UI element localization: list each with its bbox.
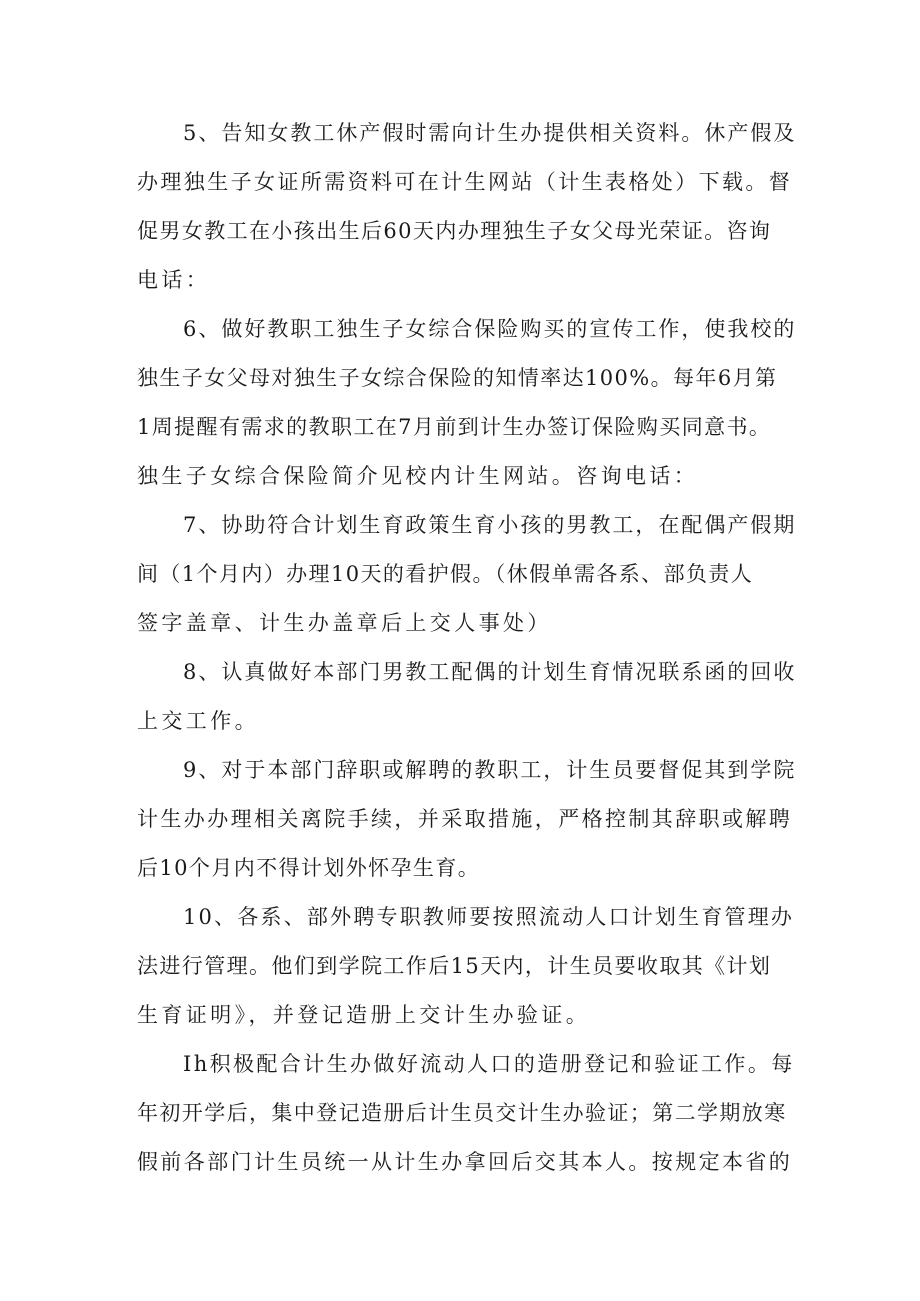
text-line: 9、对于本部门辞职或解聘的教职工，计生员要督促其到学院 — [183, 758, 797, 782]
text-line: 间（1个月内）办理10天的看护假。（休假单需各系、部负责人 — [137, 562, 754, 586]
text-line: 促男女教工在小孩出生后60天内办理独生子女父母光荣证。咨询 — [137, 219, 772, 243]
text-line: 上交工作。 — [137, 709, 259, 733]
text-line: 独生子女综合保险简介见校内计生网站。咨询电话： — [137, 464, 699, 488]
text-line: Ih积极配合计生办做好流动人口的造册登记和验证工作。每 — [183, 1052, 795, 1076]
text-line: 年初开学后，集中登记造册后计生员交计生办验证；第二学期放寒 — [137, 1101, 787, 1125]
text-line: 后10个月内不得计划外怀孕生育。 — [137, 856, 481, 880]
text-line: 8、认真做好本部门男教工配偶的计划生育情况联系函的回收 — [183, 660, 797, 684]
text-line: 10、各系、部外聘专职教师要按照流动人口计划生育管理办 — [183, 905, 795, 929]
text-line: 法进行管理。他们到学院工作后15天内，计生员要收取其《计划 — [137, 954, 772, 978]
text-line: 独生子女父母对独生子女综合保险的知情率达100%。每年6月第 — [137, 366, 778, 390]
text-line: 电话： — [137, 268, 211, 292]
text-line: 6、做好教职工独生子女综合保险购买的宣传工作，使我校的 — [183, 317, 797, 341]
text-line: 5、告知女教工休产假时需向计生办提供相关资料。休产假及 — [183, 121, 797, 145]
text-line: 1周提醒有需求的教职工在7月前到计生办签订保险购买同意书。 — [137, 415, 772, 439]
text-line: 7、协助符合计划生育政策生育小孩的男教工，在配偶产假期 — [183, 513, 797, 537]
text-line: 假前各部门计生员统一从计生办拿回后交其本人。按规定本省的 — [137, 1150, 793, 1174]
text-line: 签字盖章、计生办盖章后上交人事处） — [137, 611, 552, 635]
text-line: 计生办办理相关离院手续，并采取措施，严格控制其辞职或解聘 — [137, 807, 793, 831]
text-line: 生育证明》，并登记造册上交计生办验证。 — [137, 1003, 591, 1027]
text-line: 办理独生子女证所需资料可在计生网站（计生表格处）下载。督 — [137, 170, 793, 194]
